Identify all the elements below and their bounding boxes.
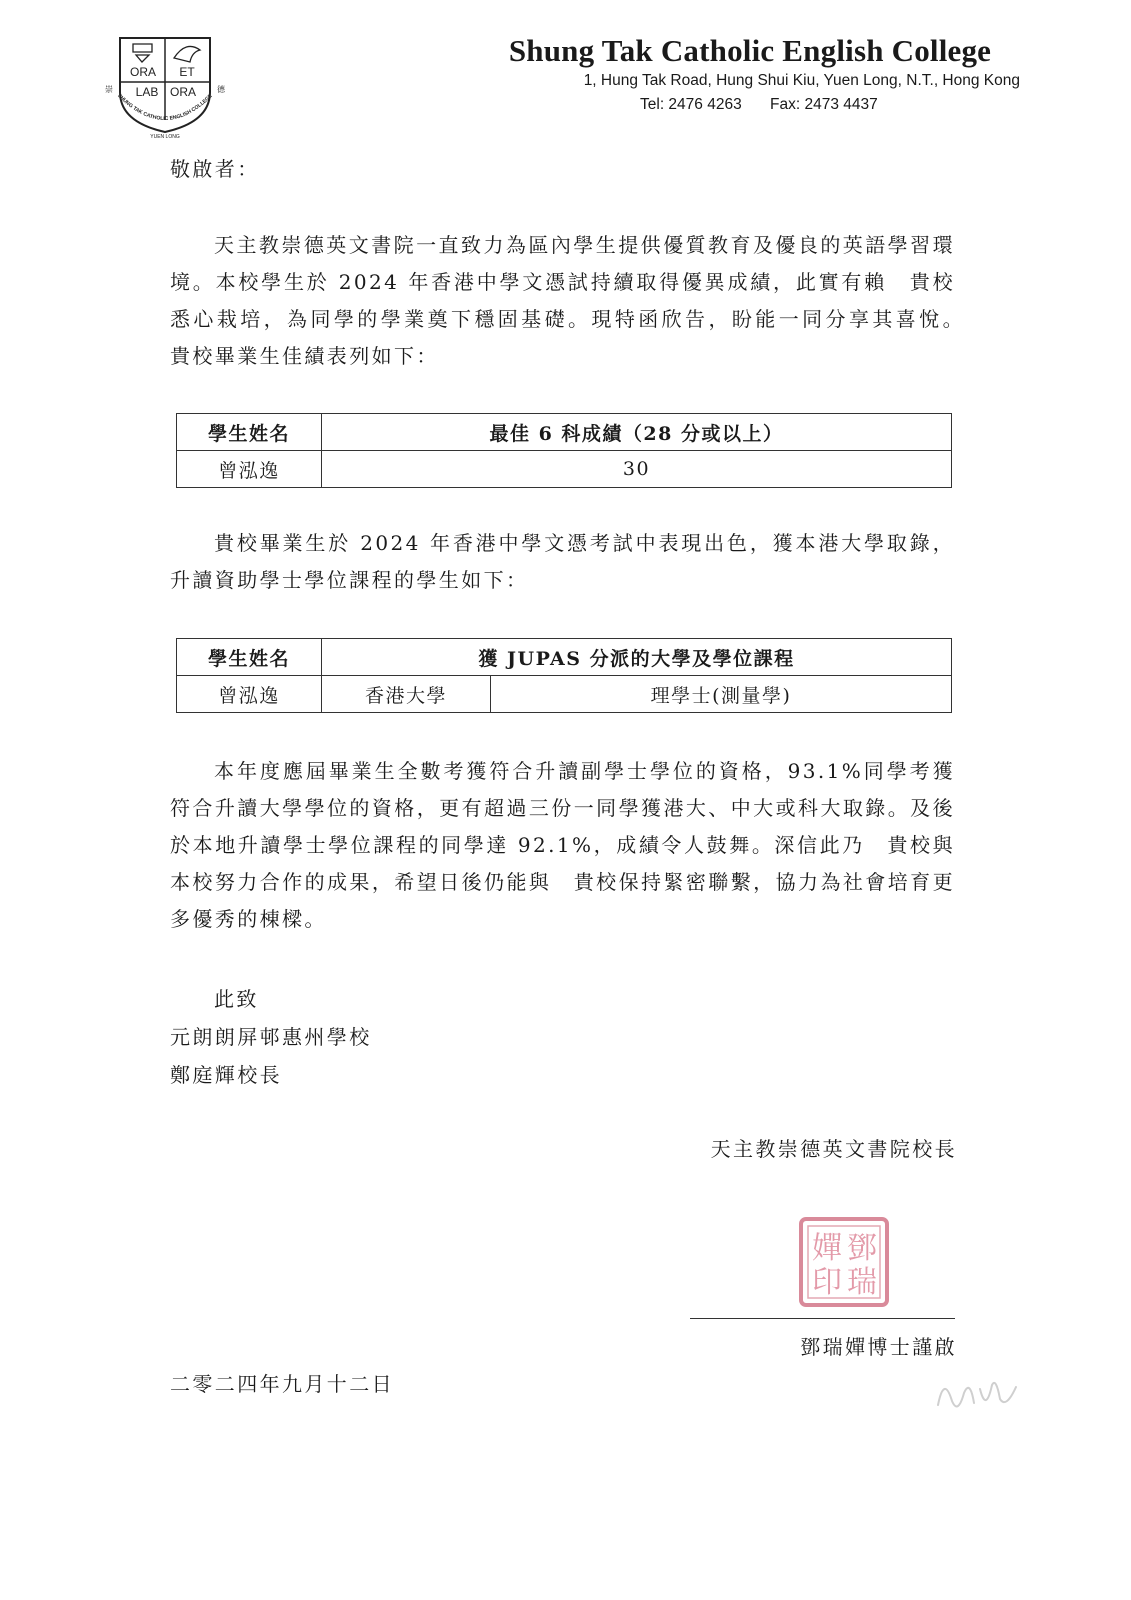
letter-date: 二零二四年九月十二日 xyxy=(170,1372,394,1396)
school-crest-icon xyxy=(100,30,230,140)
seal-char-1: 鄧 xyxy=(847,1231,877,1266)
school-contact xyxy=(640,96,878,114)
results-table xyxy=(176,413,952,488)
crest-banner: SHUNG TAK CATHOLIC ENGLISH COLLEGE xyxy=(116,92,214,123)
crest-motto-2: ET xyxy=(179,65,195,79)
paragraph-intro: 天主教崇德英文書院一直致力為區內學生提供優質教育及優良的英語學習環境。本校學生於 2024 年香港中學文憑試持續取得優異成績，此實有賴 貴校悉心栽培，為同學的學業奠下穩固基礎。現特函欣告，盼能一同分享其喜悅。 貴校畢業生佳績表列如下： xyxy=(170,233,978,368)
crest-bottom: YUEN LONG xyxy=(150,134,180,140)
school-name: Shung Tak Catholic English College xyxy=(508,33,992,68)
table-header-score: 最佳 6 科成績（28 分或以上） xyxy=(322,414,952,451)
sender-name: 鄧瑞嬋博士謹啟 xyxy=(800,1335,957,1359)
jupas-table xyxy=(176,638,952,713)
paragraph-achievements: 本年度應屆畢業生全數考獲符合升讀副學士學位的資格，93.1%同學考獲符合升讀大學學位的資格，更有超過三份一同學獲港大、中大或科大取錄。及後於本地升讀學士學位課程的同學達 92.1%，成績令人鼓舞。深信此乃 貴校與本校努力合作的成果，希望日後仍能與 貴校保持緊密聯繫，協力為社會培育更多優秀的棟樑。 xyxy=(170,759,955,931)
crest-motto-4: ORA xyxy=(169,85,197,99)
table-cell-score: 30 xyxy=(322,451,952,488)
school-tel: Tel: 2476 4263 xyxy=(640,96,742,113)
closing: 此致 xyxy=(214,987,259,1011)
table-cell-university: 香港大學 xyxy=(322,676,491,713)
handwritten-signature-icon xyxy=(930,1365,1025,1425)
signature-line xyxy=(690,1318,955,1319)
recipient-principal: 鄭庭輝校長 xyxy=(170,1063,282,1087)
seal-char-2: 瑞 xyxy=(847,1265,877,1300)
table-cell-program: 理學士(測量學) xyxy=(491,676,952,713)
school-fax: Fax: 2473 4437 xyxy=(770,96,878,113)
seal-stamp-icon xyxy=(798,1216,890,1308)
crest-right-char: 德 xyxy=(217,85,225,94)
crest-motto-1: ORA xyxy=(129,65,157,79)
paragraph-admissions: 貴校畢業生於 2024 年香港中學文憑考試中表現出色，獲本港大學取錄，升讀資助學士學位課程的學生如下： xyxy=(170,531,955,592)
table-header-name: 學生姓名 xyxy=(177,639,322,676)
sender-title: 天主教崇德英文書院校長 xyxy=(710,1137,957,1161)
table-cell-name: 曾泓逸 xyxy=(177,451,322,488)
table-header-program: 獲 JUPAS 分派的大學及學位課程 xyxy=(322,639,952,676)
salutation: 敬啟者： xyxy=(170,157,260,181)
crest-motto-3: LAB xyxy=(135,85,159,99)
seal-char-4: 印 xyxy=(812,1265,842,1300)
seal-char-3: 嬋 xyxy=(812,1231,842,1266)
table-cell-name: 曾泓逸 xyxy=(177,676,322,713)
school-address: 1, Hung Tak Road, Hung Shui Kiu, Yuen Long, N.T., Hong Kong xyxy=(583,72,1020,89)
table-header-name: 學生姓名 xyxy=(177,414,322,451)
recipient-school: 元朗朗屏邨惠州學校 xyxy=(170,1025,372,1049)
crest-left-char: 崇 xyxy=(105,85,113,94)
